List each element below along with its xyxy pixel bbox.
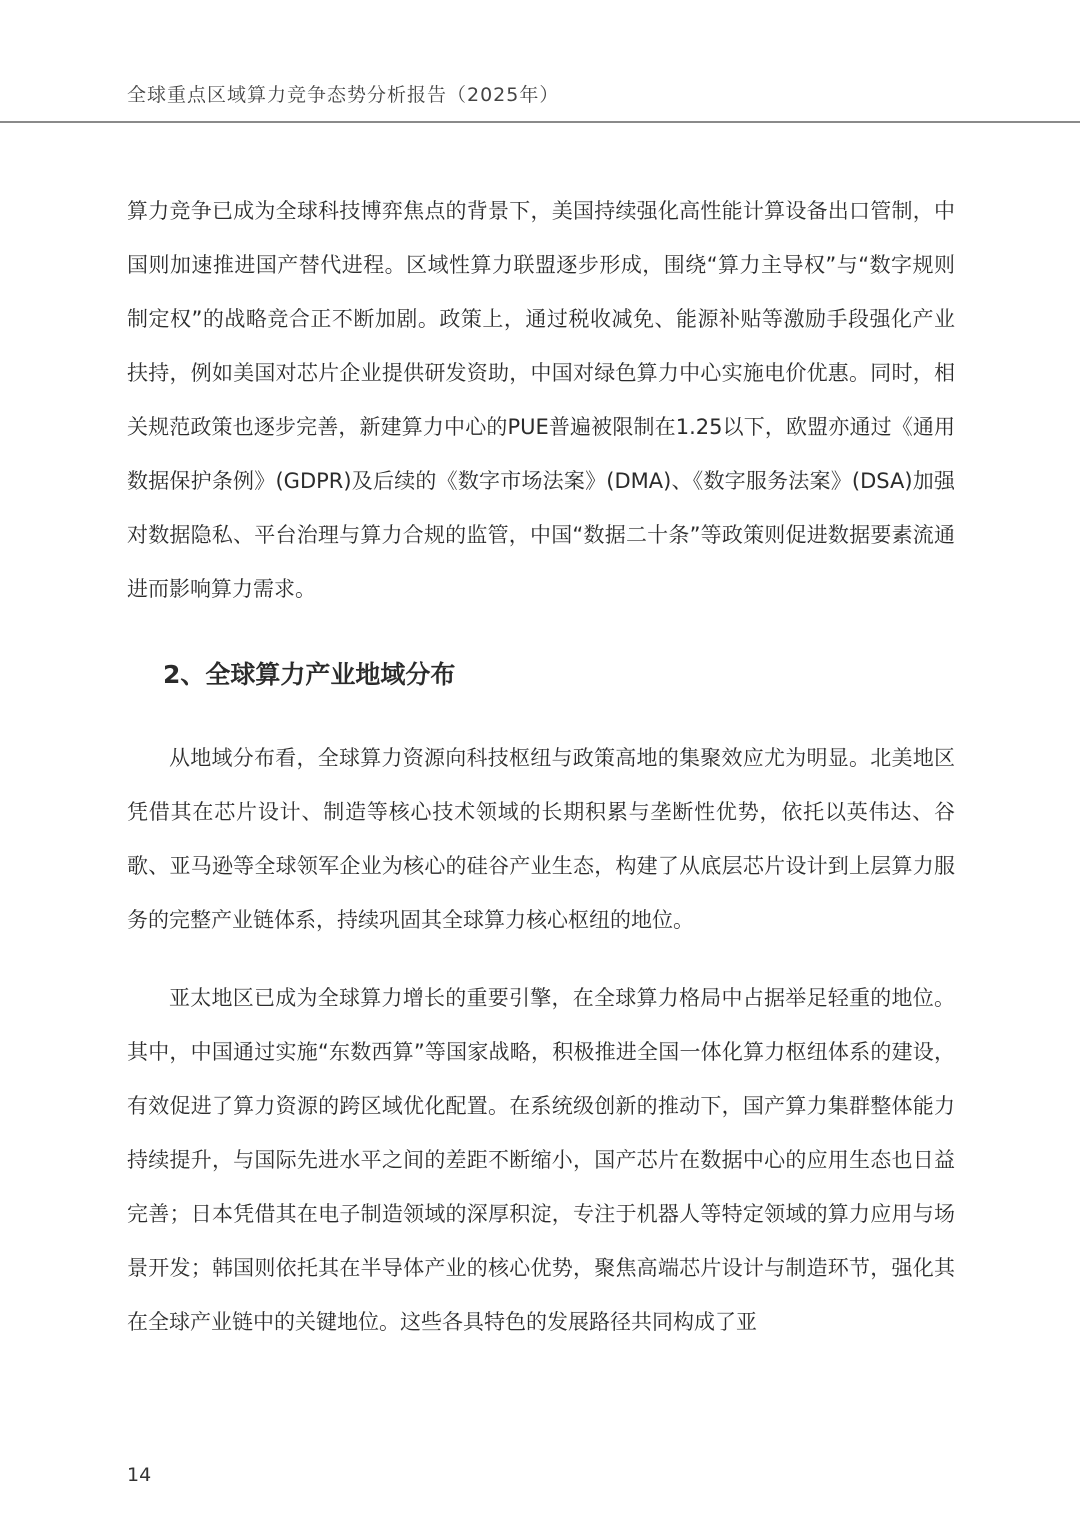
- header-divider: [0, 121, 1080, 123]
- page-number: 14: [127, 1464, 152, 1486]
- paragraph-text: 从地域分布看，全球算力资源向科技枢纽与政策高地的集聚效应尤为明显。北美地区凭借其在芯片设计、制造等核心技术领域的长期积累与垄断性优势，依托以英伟达、谷歌、亚马逊等全球领军企业为核心的硅谷产业生态，构建了从底层芯片设计到上层算力服务的完整产业链体系，持续巩固其全球算力核心枢纽的地位。: [127, 746, 955, 932]
- paragraph-text: 算力竞争已成为全球科技博弈焦点的背景下，美国持续强化高性能计算设备出口管制，中国则加速推进国产替代进程。区域性算力联盟逐步形成，围绕“算力主导权”与“数字规则制定权”的战略竞合正不断加剧。政策上，通过税收减免、能源补贴等激励手段强化产业扶持，例如美国对芯片企业提供研发资助，中国对绿色算力中心实施电价优惠。同时，相关规范政策也逐步完善，新建算力中心的PUE普遍被限制在1.25以下，欧盟亦通过《通用数据保护条例》(GDPR)及后续的《数字市场法案》(DMA)、《数字服务法案》(DSA)加强对数据隐私、平台治理与算力合规的监管，中国“数据二十条”等政策则促进数据要素流通进而影响算力需求。: [127, 199, 955, 601]
- section-heading: 2、全球算力产业地域分布: [163, 660, 456, 689]
- paragraph-asia-pacific: [127, 971, 955, 1349]
- running-header-title: 全球重点区域算力竞争态势分析报告（2025年）: [127, 84, 560, 106]
- paragraph-policy-context: [127, 184, 955, 616]
- paragraph-text: 亚太地区已成为全球算力增长的重要引擎，在全球算力格局中占据举足轻重的地位。其中，中国通过实施“东数西算”等国家战略，积极推进全国一体化算力枢纽体系的建设，有效促进了算力资源的跨区域优化配置。在系统级创新的推动下，国产算力集群整体能力持续提升，与国际先进水平之间的差距不断缩小，国产芯片在数据中心的应用生态也日益完善；日本凭借其在电子制造领域的深厚积淀，专注于机器人等特定领域的算力应用与场景开发；韩国则依托其在半导体产业的核心优势，聚焦高端芯片设计与制造环节，强化其在全球产业链中的关键地位。这些各具特色的发展路径共同构成了亚: [127, 986, 955, 1334]
- paragraph-north-america: [127, 731, 955, 947]
